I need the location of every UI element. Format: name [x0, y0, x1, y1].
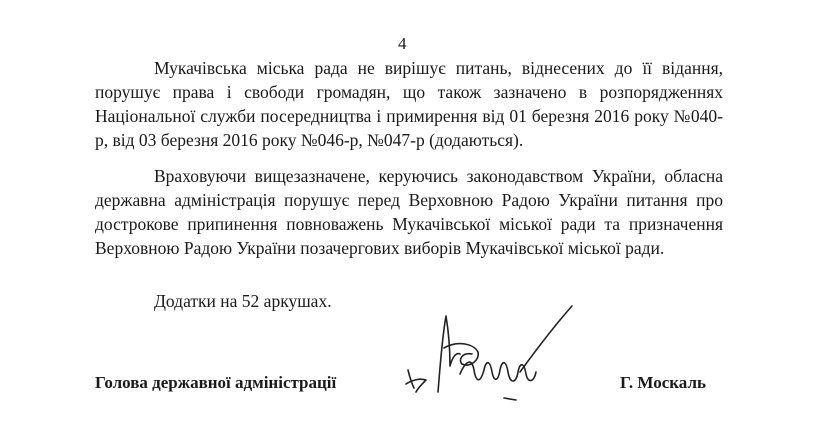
signatory-name: Г. Москаль — [620, 373, 706, 392]
paragraph-petition: Враховуючи вищезазначене, керуючись законодавством України, обласна державна адміністрація порушує перед Верховною Радою України питання про дострокове припинення повноважень Мукачівської міської ради та призначення Верховною Радою України позачергових виборів Мукачівської міської ради. — [95, 166, 723, 258]
signatory-title: Голова державної адміністрації — [95, 373, 337, 392]
page-number: 4 — [398, 34, 407, 53]
handwritten-signature — [400, 288, 580, 413]
paragraph-city-council: Мукачівська міська рада не вирішує питань, віднесених до її відання, порушує права і свободи громадян, що також зазначено в розпорядженнях Національної служби посередництва і примирення від 01 березня 2016 року №040-р, від 03 березня 2016 року №046-р, №047-р (додаються). — [95, 58, 723, 150]
attachments-note: Додатки на 52 аркушах. — [154, 291, 332, 311]
